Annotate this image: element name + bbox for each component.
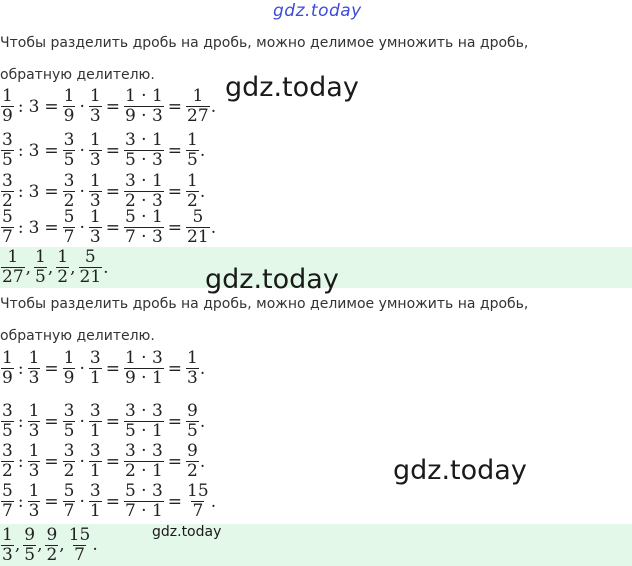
period: .: [199, 181, 206, 202]
equals-sign: =: [167, 181, 183, 202]
answer-fraction: [1, 249, 25, 286]
product-fraction: [124, 173, 164, 210]
watermark: gdz.today: [393, 455, 527, 486]
numerator: 1: [28, 401, 40, 421]
numerator: 3: [63, 130, 75, 150]
divide-sign: :: [17, 96, 24, 117]
result-fraction: [186, 132, 199, 169]
numerator: 1: [89, 171, 101, 191]
divisor: 3: [28, 181, 40, 202]
divide-sign: :: [17, 181, 24, 202]
numerator: 1: [63, 86, 75, 106]
factor-fraction: [89, 483, 102, 520]
separator: ,: [47, 257, 54, 278]
denominator: 7: [2, 227, 13, 247]
numerator: 5 · 3: [124, 481, 163, 501]
product-fraction: [124, 132, 164, 169]
period: .: [210, 491, 217, 512]
product-fraction: [124, 483, 164, 520]
answer-2: [0, 524, 100, 566]
equals-sign: =: [167, 96, 183, 117]
watermark: gdz.today: [225, 72, 359, 103]
numerator: 3: [2, 441, 13, 461]
numerator: 5: [84, 247, 96, 267]
denominator: 5: [35, 267, 46, 287]
denominator: 2: [57, 267, 69, 287]
numerator: 3: [89, 401, 101, 421]
product-fraction: [124, 403, 164, 440]
multiply-sign: ·: [79, 96, 85, 117]
numerator: 1: [89, 207, 101, 227]
numerator: 1: [187, 130, 198, 150]
equals-sign: =: [105, 358, 120, 379]
result-fraction: [186, 483, 210, 520]
period: .: [210, 217, 217, 238]
denominator: 3: [28, 421, 40, 441]
answer-fraction: [56, 249, 69, 286]
multiply-sign: ·: [79, 358, 85, 379]
equation-row: [0, 173, 205, 210]
result-fraction: [186, 443, 199, 480]
equals-sign: =: [105, 96, 120, 117]
equals-sign: =: [44, 491, 59, 512]
numerator: 5 · 1: [124, 207, 163, 227]
numerator: 3: [89, 481, 101, 501]
denominator: 7 · 3: [124, 227, 163, 247]
denominator: 3: [89, 106, 101, 126]
numerator: 3 · 3: [124, 441, 163, 461]
denominator: 5: [63, 150, 75, 170]
divisor-fraction: [28, 483, 41, 520]
denominator: 9: [2, 368, 13, 388]
numerator: 1: [63, 348, 75, 368]
separator: ,: [59, 535, 65, 555]
result-fraction: [186, 403, 199, 440]
result-fraction: [186, 173, 199, 210]
denominator: 9: [2, 106, 13, 126]
denominator: 9: [63, 106, 75, 126]
equals-sign: =: [105, 181, 120, 202]
equals-sign: =: [44, 140, 59, 161]
factor-fraction: [63, 443, 76, 480]
product-fraction: [124, 88, 164, 125]
factor-fraction: [89, 403, 102, 440]
rule-text-line1: Чтобы разделить дробь на дробь, можно делимое умножить на дробь,: [0, 35, 529, 51]
equals-sign: =: [167, 217, 183, 238]
equals-sign: =: [44, 358, 59, 379]
equals-sign: =: [167, 140, 183, 161]
period: .: [199, 140, 206, 161]
denominator: 5 · 1: [124, 421, 163, 441]
denominator: 2: [187, 191, 198, 211]
numerator: 5: [63, 207, 75, 227]
numerator: 5: [2, 207, 13, 227]
multiply-sign: ·: [79, 411, 85, 432]
denominator: 7: [192, 501, 204, 521]
equals-sign: =: [105, 411, 120, 432]
denominator: 5: [2, 150, 13, 170]
numerator: 5: [2, 481, 13, 501]
dividend-fraction: [1, 483, 14, 520]
denominator: 9 · 1: [124, 368, 163, 388]
numerator: 5: [63, 481, 75, 501]
numerator: 1: [28, 441, 40, 461]
divisor: 3: [28, 96, 40, 117]
denominator: 3: [28, 368, 40, 388]
numerator: 3: [2, 130, 13, 150]
denominator: 27: [187, 106, 209, 126]
numerator: 3: [63, 171, 75, 191]
denominator: 1: [89, 368, 101, 388]
equation-row: [0, 132, 205, 169]
divisor: 3: [28, 217, 40, 238]
numerator: 1: [28, 348, 40, 368]
denominator: 7: [2, 501, 13, 521]
equals-sign: =: [167, 491, 183, 512]
product-fraction: [124, 209, 164, 246]
divide-sign: :: [17, 358, 24, 379]
rule-text-line1: Чтобы разделить дробь на дробь, можно делимое умножить на дробь,: [0, 296, 529, 312]
equation-row: [0, 443, 205, 480]
numerator: 3: [2, 401, 13, 421]
answer-fraction: [23, 524, 36, 565]
denominator: 5: [24, 544, 36, 565]
factor-fraction: [89, 209, 102, 246]
equals-sign: =: [44, 96, 59, 117]
equals-sign: =: [44, 181, 59, 202]
denominator: 9 · 3: [124, 106, 163, 126]
numerator: 3: [63, 441, 75, 461]
denominator: 5: [2, 421, 13, 441]
numerator: 9: [46, 524, 58, 545]
denominator: 7: [63, 227, 75, 247]
denominator: 2: [187, 461, 198, 481]
numerator: 1: [2, 86, 13, 106]
equals-sign: =: [167, 451, 183, 472]
answer-1: [0, 247, 111, 288]
numerator: 3 · 1: [124, 130, 163, 150]
numerator: 3: [89, 348, 101, 368]
denominator: 1: [89, 421, 101, 441]
denominator: 7: [74, 544, 85, 565]
separator: ,: [70, 257, 76, 278]
numerator: 3: [2, 171, 13, 191]
separator: .: [103, 257, 109, 278]
denominator: 3: [89, 191, 101, 211]
equation-row: [0, 350, 205, 387]
numerator: 1 · 1: [124, 86, 163, 106]
equation-row: [0, 88, 216, 125]
numerator: 9: [187, 441, 198, 461]
result-fraction: [186, 350, 199, 387]
multiply-sign: ·: [79, 451, 85, 472]
denominator: 3: [89, 150, 101, 170]
factor-fraction: [63, 173, 76, 210]
numerator: 1: [28, 481, 40, 501]
denominator: 21: [187, 227, 209, 247]
numerator: 1: [2, 348, 13, 368]
equals-sign: =: [167, 411, 183, 432]
denominator: 3: [2, 544, 13, 565]
dividend-fraction: [1, 350, 14, 387]
denominator: 2: [2, 461, 13, 481]
dividend-fraction: [1, 88, 14, 125]
dividend-fraction: [1, 209, 14, 246]
multiply-sign: ·: [79, 140, 85, 161]
dividend-fraction: [1, 403, 14, 440]
numerator: 1: [57, 247, 69, 267]
equals-sign: =: [44, 411, 59, 432]
equals-sign: =: [105, 491, 120, 512]
factor-fraction: [63, 88, 76, 125]
numerator: 15: [187, 481, 209, 501]
divisor: 3: [28, 140, 40, 161]
equals-sign: =: [44, 451, 59, 472]
numerator: 1: [35, 247, 46, 267]
divide-sign: :: [17, 140, 24, 161]
denominator: 2: [63, 461, 75, 481]
numerator: 1: [192, 86, 204, 106]
denominator: 3: [28, 501, 40, 521]
equation-row: [0, 209, 216, 246]
separator: .: [92, 535, 98, 555]
numerator: 9: [187, 401, 198, 421]
answer-fraction: [79, 249, 103, 286]
factor-fraction: [63, 209, 76, 246]
equals-sign: =: [105, 217, 120, 238]
factor-fraction: [89, 173, 102, 210]
multiply-sign: ·: [79, 217, 85, 238]
denominator: 5: [187, 421, 198, 441]
denominator: 21: [79, 267, 102, 287]
numerator: 15: [68, 524, 91, 545]
denominator: 5: [187, 150, 198, 170]
denominator: 7 · 1: [124, 501, 163, 521]
numerator: 1: [187, 348, 198, 368]
numerator: 3: [63, 401, 75, 421]
divisor-fraction: [28, 350, 41, 387]
dividend-fraction: [1, 443, 14, 480]
divisor-fraction: [28, 443, 41, 480]
multiply-sign: ·: [79, 181, 85, 202]
numerator: 1: [7, 247, 19, 267]
answer-fraction: [1, 524, 14, 565]
denominator: 2: [2, 191, 13, 211]
denominator: 2: [46, 544, 58, 565]
divide-sign: :: [17, 491, 24, 512]
denominator: 5: [63, 421, 75, 441]
denominator: 5 · 3: [124, 150, 163, 170]
watermark: gdz.today: [152, 524, 222, 540]
period: .: [199, 411, 206, 432]
equals-sign: =: [44, 217, 59, 238]
separator: ,: [25, 257, 32, 278]
answer-fraction: [68, 524, 92, 565]
product-fraction: [124, 443, 164, 480]
period: .: [199, 358, 206, 379]
result-fraction: [186, 209, 210, 246]
factor-fraction: [89, 88, 102, 125]
period: .: [199, 451, 206, 472]
numerator: 1: [89, 130, 101, 150]
equals-sign: =: [105, 451, 120, 472]
answer-fraction: [34, 249, 47, 286]
dividend-fraction: [1, 132, 14, 169]
factor-fraction: [63, 403, 76, 440]
divisor-fraction: [28, 403, 41, 440]
equals-sign: =: [167, 358, 183, 379]
denominator: 27: [2, 267, 24, 287]
factor-fraction: [63, 483, 76, 520]
numerator: 1: [187, 171, 198, 191]
denominator: 2 · 3: [124, 191, 163, 211]
result-fraction: [186, 88, 210, 125]
divide-sign: :: [17, 451, 24, 472]
numerator: 3 · 1: [124, 171, 163, 191]
numerator: 9: [24, 524, 36, 545]
watermark: gdz.today: [205, 264, 339, 295]
answer-fraction: [45, 524, 58, 565]
denominator: 1: [89, 501, 101, 521]
factor-fraction: [89, 132, 102, 169]
numerator: 3: [89, 441, 101, 461]
rule-text-line2: обратную делителю.: [0, 67, 155, 83]
factor-fraction: [63, 350, 76, 387]
separator: ,: [37, 535, 43, 555]
denominator: 2: [63, 191, 75, 211]
denominator: 3: [187, 368, 198, 388]
product-fraction: [124, 350, 164, 387]
denominator: 3: [89, 227, 101, 247]
divide-sign: :: [17, 411, 24, 432]
numerator: 1: [89, 86, 101, 106]
rule-text-line2: обратную делителю.: [0, 328, 155, 344]
equation-row: [0, 403, 205, 440]
divide-sign: :: [17, 217, 24, 238]
factor-fraction: [89, 350, 102, 387]
factor-fraction: [63, 132, 76, 169]
equation-row: [0, 483, 216, 520]
factor-fraction: [89, 443, 102, 480]
denominator: 2 · 1: [124, 461, 163, 481]
numerator: 3 · 3: [124, 401, 163, 421]
denominator: 9: [63, 368, 75, 388]
numerator: 1 · 3: [124, 348, 163, 368]
numerator: 1: [2, 524, 13, 545]
denominator: 3: [28, 461, 40, 481]
multiply-sign: ·: [79, 491, 85, 512]
period: .: [210, 96, 217, 117]
denominator: 1: [89, 461, 101, 481]
watermark-top: gdz.today: [273, 1, 362, 21]
denominator: 7: [63, 501, 75, 521]
dividend-fraction: [1, 173, 14, 210]
numerator: 5: [192, 207, 204, 227]
equals-sign: =: [105, 140, 120, 161]
separator: ,: [14, 535, 21, 555]
